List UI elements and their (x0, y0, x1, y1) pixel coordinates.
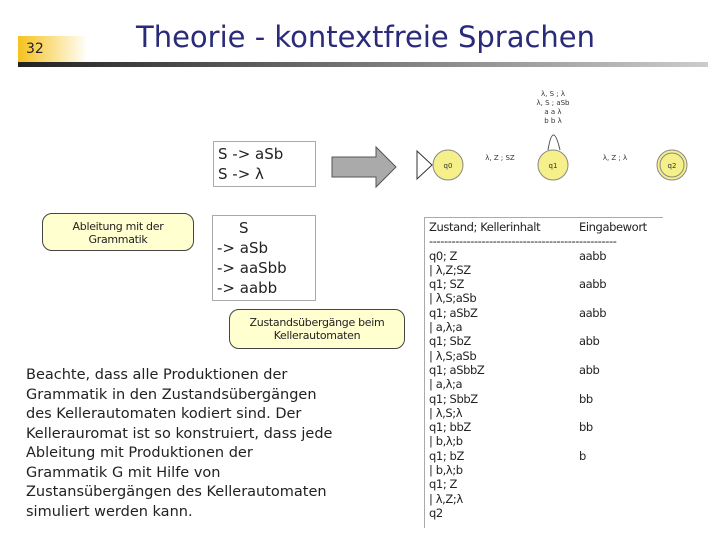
callout-line: Kellerautomaten (273, 329, 361, 342)
state-stack-cell: | a,λ;a (429, 377, 463, 392)
state-stack-cell: | a,λ;a (429, 320, 463, 335)
grammar-rule: S -> aSb (218, 145, 284, 163)
separator: -------------------------------------------------- (429, 234, 617, 249)
state-stack-cell: q1; bZ (429, 448, 464, 463)
derivation-step: -> aaSbb (217, 259, 287, 277)
explanation-text: Beachte, dass alle Produktionen der Grammatik in den Zustandsübergängen des Kellerautomaten kodiert sind. Der Kellerauromat ist so konstruiert, dass jede Ableitung mit Produktionen der Grammatik G mit Hilfe von Zustansübergängen des Kellerautomaten simuliert werden kann. (26, 367, 333, 520)
table-row (429, 334, 659, 348)
table-row (429, 434, 659, 448)
start-marker-icon (417, 151, 432, 179)
input-word-cell: abb (579, 362, 600, 377)
state-stack-cell: q1; aSbbZ (429, 362, 485, 377)
svg-text:a a λ: a a λ (544, 108, 562, 116)
grammar-box (213, 141, 316, 187)
svg-text:λ, Z ; SZ: λ, Z ; SZ (485, 154, 515, 162)
input-word-cell: aabb (579, 248, 607, 263)
trace-rows (429, 249, 659, 521)
trace-table (424, 217, 663, 528)
slide-number: 32 (18, 36, 88, 62)
automaton-callout (229, 309, 405, 349)
state-stack-cell: q1; aSbZ (429, 305, 478, 320)
grammar-callout (42, 213, 194, 251)
svg-text:λ, S ; λ: λ, S ; λ (541, 90, 565, 98)
input-word-cell: bb (579, 391, 593, 406)
table-row (429, 377, 659, 391)
title-divider (18, 62, 708, 67)
automaton-diagram (410, 80, 720, 190)
svg-text:q1: q1 (548, 162, 558, 170)
column-header: Zustand; Kellerinhalt (429, 220, 541, 234)
table-row (429, 406, 659, 420)
table-row (429, 463, 659, 477)
table-row (429, 320, 659, 334)
state-stack-cell: | λ,Z;SZ (429, 262, 471, 277)
table-row (429, 420, 659, 434)
input-word-cell: bb (579, 420, 593, 435)
callout-line: Zustandsübergänge beim (249, 316, 385, 329)
derivation-step: S (239, 219, 249, 237)
callout-line: Ableitung mit der (72, 220, 164, 233)
table-row (429, 492, 659, 506)
derivation-step: -> aSb (217, 239, 268, 257)
table-row (429, 291, 659, 305)
table-row (429, 249, 659, 263)
table-row (429, 363, 659, 377)
state-stack-cell: q1; SbZ (429, 334, 471, 349)
table-row (429, 277, 659, 291)
state-stack-cell: | λ,S;aSb (429, 291, 477, 306)
table-row (429, 392, 659, 406)
svg-text:q0: q0 (443, 162, 453, 170)
input-word-cell: abb (579, 334, 600, 349)
grammar-rule: S -> λ (218, 165, 264, 183)
derivation-step: -> aabb (217, 279, 278, 297)
svg-text:λ, S ; aSb: λ, S ; aSb (536, 99, 570, 107)
state-stack-cell: | λ,Z;λ (429, 491, 463, 506)
arrow-right-icon (330, 145, 400, 190)
svg-text:λ, Z ; λ: λ, Z ; λ (602, 154, 628, 162)
input-word-cell: aabb (579, 277, 607, 292)
table-row (429, 306, 659, 320)
slide-title: Theorie - kontextfreie Sprachen (136, 20, 596, 54)
table-row (429, 349, 659, 363)
table-row (429, 449, 659, 463)
state-stack-cell: q1; Z (429, 477, 458, 492)
state-stack-cell: q1; SZ (429, 277, 464, 292)
svg-text:q2: q2 (667, 162, 677, 170)
derivation-box (212, 215, 316, 301)
table-row (429, 506, 659, 520)
column-header: Eingabewort (579, 220, 647, 234)
table-row (429, 263, 659, 277)
svg-text:b b λ: b b λ (544, 117, 562, 125)
state-stack-cell: | λ,S;aSb (429, 348, 477, 363)
state-stack-cell: | λ,S;λ (429, 405, 463, 420)
state-stack-cell: q0; Z (429, 248, 458, 263)
input-word-cell: aabb (579, 305, 607, 320)
state-stack-cell: | b,λ;b (429, 463, 463, 478)
input-word-cell: b (579, 448, 586, 463)
state-stack-cell: q1; bbZ (429, 420, 471, 435)
table-row (429, 477, 659, 491)
state-stack-cell: q2 (429, 505, 443, 520)
state-stack-cell: q1; SbbZ (429, 391, 478, 406)
callout-line: Grammatik (88, 233, 148, 246)
state-stack-cell: | b,λ;b (429, 434, 463, 449)
